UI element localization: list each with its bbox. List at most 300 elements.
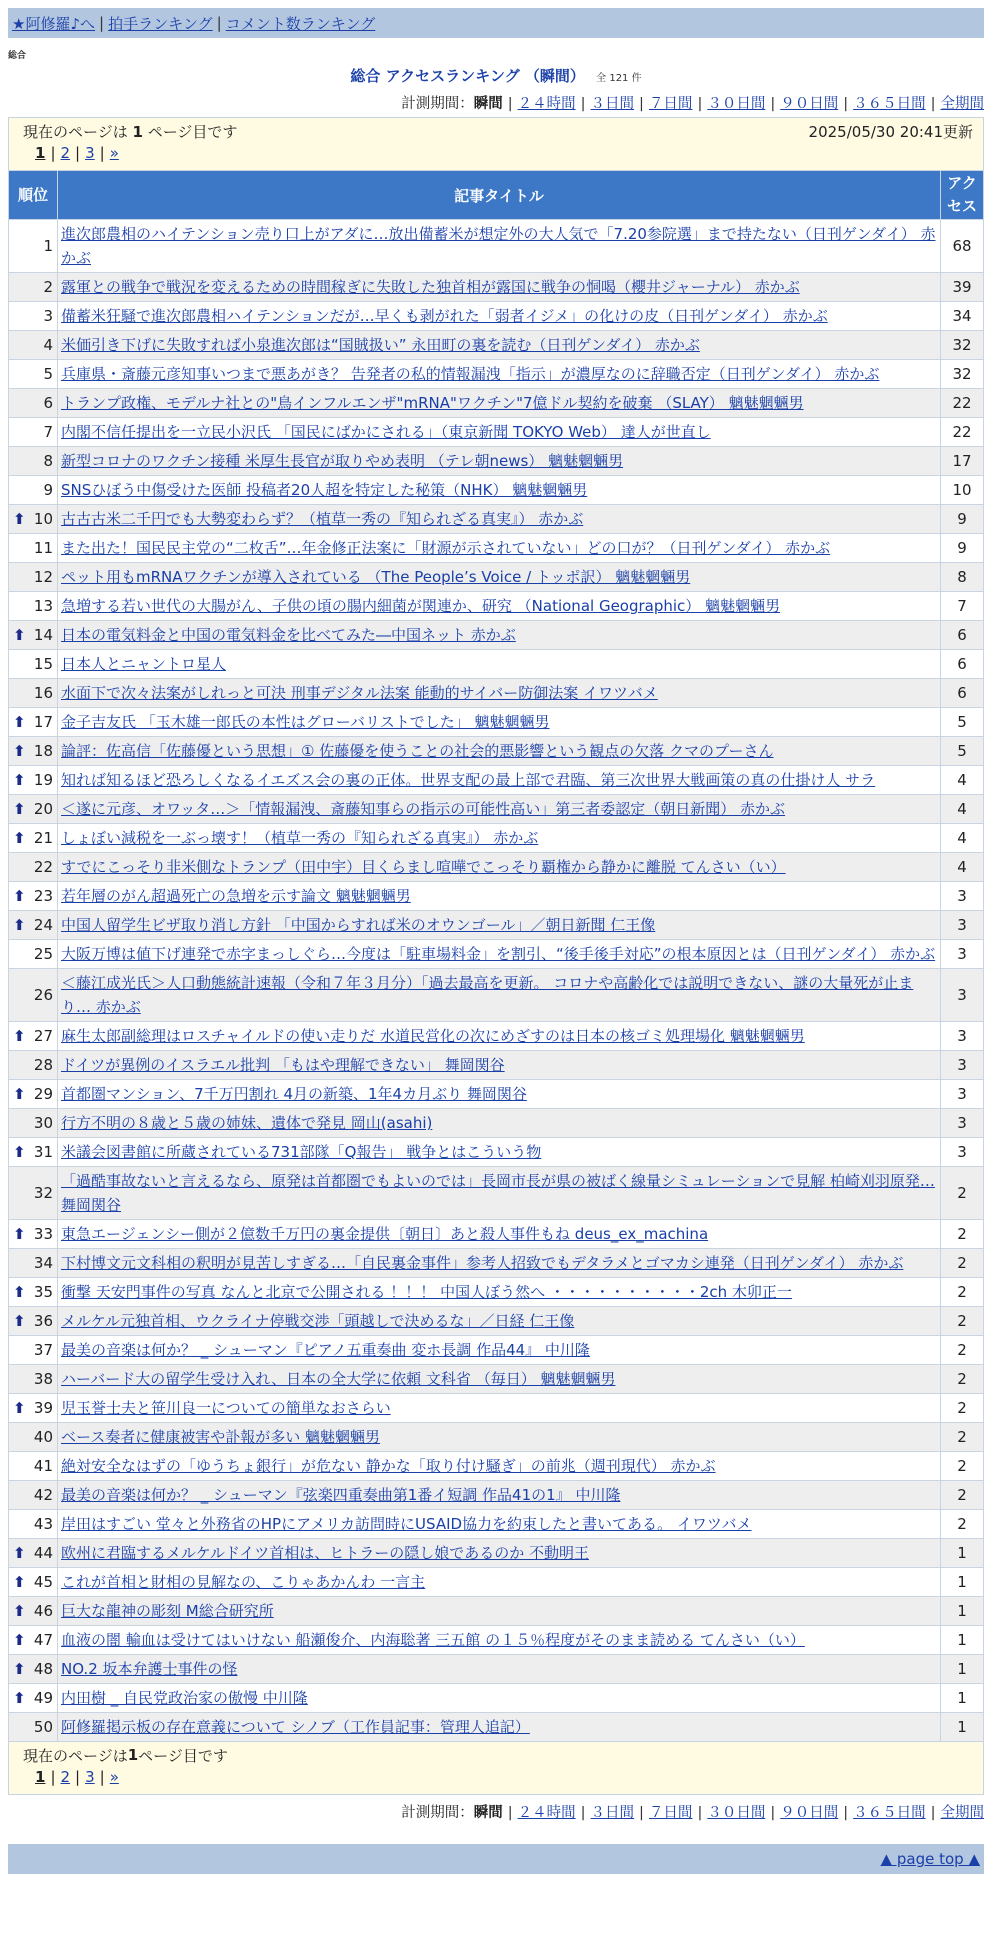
rank-number: 35: [33, 1283, 53, 1301]
up-arrow-icon: ⬆: [13, 742, 26, 760]
rank-cell: [9, 1080, 58, 1109]
rank-cell: [9, 1336, 58, 1365]
table-row: [9, 1655, 984, 1684]
rank-number: 23: [33, 887, 53, 905]
title-cell: [58, 273, 941, 302]
article-link[interactable]: 進次郎農相のハイテンション売り口上がアダに…放出備蓄米が想定外の大人気で「7.20参院選」まで持たない（日刊ゲンダイ） 赤かぶ: [61, 225, 936, 267]
table-row: [9, 1109, 984, 1138]
table-row: [9, 360, 984, 389]
table-row: [9, 1394, 984, 1423]
rank-cell: [9, 302, 58, 331]
table-row: [9, 1510, 984, 1539]
title-cell: [58, 824, 941, 853]
period-link[interactable]: ２４時間: [517, 1805, 576, 1821]
rank-cell: [9, 882, 58, 911]
rank-number: 48: [33, 1660, 53, 1678]
rank-number: 38: [33, 1370, 53, 1388]
rank-number: 40: [33, 1428, 53, 1446]
separator: |: [697, 96, 703, 112]
rank-number: 36: [33, 1312, 53, 1330]
access-count: 3: [941, 1051, 984, 1080]
separator: |: [216, 14, 222, 32]
access-count: 32: [941, 331, 984, 360]
article-link[interactable]: 知れば知るほど恐ろしくなるイエズス会の裏の正体。世界支配の最上部で君臨、第三次世界大戦画策の真の仕掛け人 サラ: [61, 771, 876, 789]
separator: |: [75, 144, 81, 162]
article-link[interactable]: 巨大な龍神の彫刻 M総合研究所: [61, 1602, 274, 1620]
table-row: [9, 766, 984, 795]
rank-number: 21: [33, 829, 53, 847]
table-row: [9, 1336, 984, 1365]
article-link[interactable]: 内田樹 _ 自民党政治家の傲慢 中川隆: [61, 1689, 308, 1707]
rank-number: 6: [43, 394, 53, 412]
article-link[interactable]: 血液の闇 輸血は受けてはいけない 船瀬俊介、内海聡著 三五館 の１５％程度がそのまま読める てんさい（い）: [61, 1631, 805, 1649]
period-link[interactable]: ３０日間: [707, 96, 766, 112]
table-row: [9, 1220, 984, 1249]
table-row: [9, 1626, 984, 1655]
up-arrow-icon: ⬆: [13, 1225, 26, 1243]
title-cell: [58, 534, 941, 563]
up-arrow-icon: ⬆: [13, 1689, 26, 1707]
article-link[interactable]: ハーバード大の留学生受け入れ、日本の全大学に依頼 文科省 （毎日） 魑魅魍魎男: [61, 1370, 616, 1388]
separator: |: [697, 1805, 703, 1821]
table-row: [9, 708, 984, 737]
page-link[interactable]: 3: [85, 1768, 95, 1786]
rank-number: 46: [33, 1602, 53, 1620]
category-label: 総合: [8, 51, 27, 61]
period-label: 計測期間：: [401, 96, 474, 112]
title-cell: [58, 737, 941, 766]
table-row: [9, 1713, 984, 1742]
article-link[interactable]: 麻生太郎副総理はロスチャイルドの使い走りだ 水道民営化の次にめざすのは日本の核ゴミ処理場化 魑魅魍魎男: [61, 1027, 805, 1045]
page-link[interactable]: »: [109, 144, 119, 162]
period-link[interactable]: ３日間: [590, 96, 635, 112]
access-count: 2: [941, 1394, 984, 1423]
article-link[interactable]: 金子吉友氏 「玉木雄一郎氏の本性はグローバリストでした」 魑魅魍魎男: [61, 713, 550, 731]
article-link[interactable]: 中国人留学生ビザ取り消し方針 「中国からすれば米のオウンゴール」／朝日新聞 仁王像: [61, 916, 656, 934]
access-count: 2: [941, 1167, 984, 1220]
page-top-link[interactable]: ▲ page top ▲: [880, 1850, 980, 1868]
article-link[interactable]: NO.2 坂本弁護士事件の怪: [61, 1660, 238, 1678]
header-rank: 順位: [9, 171, 58, 220]
period-link[interactable]: ３６５日間: [853, 96, 926, 112]
period-link[interactable]: ７日間: [648, 1805, 693, 1821]
rank-number: 45: [33, 1573, 53, 1591]
rank-cell: [9, 1539, 58, 1568]
article-link[interactable]: 急増する若い世代の大腸がん、子供の頃の腸内細菌が関連か、研究 （National Geographic） 魑魅魍魎男: [61, 597, 781, 615]
rank-number: 41: [33, 1457, 53, 1475]
rank-number: 16: [33, 684, 53, 702]
access-count: 4: [941, 853, 984, 882]
article-link[interactable]: 水面下で次々法案がしれっと可決 刑事デジタル法案 能動的サイバー防御法案 イワツバメ: [61, 684, 658, 702]
up-arrow-icon: ⬆: [13, 1143, 26, 1161]
article-link[interactable]: ドイツが異例のイスラエル批判 「もはや理解できない」 舞岡関谷: [61, 1056, 505, 1074]
page-link-current: 1: [35, 1768, 46, 1786]
rank-cell: [9, 360, 58, 389]
up-arrow-icon: ⬆: [13, 1085, 26, 1103]
article-link[interactable]: SNSひぼう中傷受けた医師 投稿者20人超を特定した秘策（NHK） 魑魅魍魎男: [61, 481, 588, 499]
article-link[interactable]: 備蓄米狂騒で進次郎農相ハイテンションだが…早くも剥がれた「弱者イジメ」の化けの皮（日刊ゲンダイ） 赤かぶ: [61, 307, 828, 325]
access-count: 4: [941, 824, 984, 853]
article-link[interactable]: ペット用もmRNAワクチンが導入されている （The People’s Voice / トッポ訳） 魑魅魍魎男: [61, 568, 691, 586]
access-count: 1: [941, 1539, 984, 1568]
table-row: [9, 273, 984, 302]
title-cell: [58, 650, 941, 679]
rank-cell: [9, 1655, 58, 1684]
rank-cell: [9, 708, 58, 737]
title-cell: [58, 331, 941, 360]
rank-number: 19: [33, 771, 53, 789]
rank-number: 44: [33, 1544, 53, 1562]
article-link[interactable]: すでにこっそり非米側なトランプ（田中宇）目くらまし喧嘩でこっそり覇権から静かに離脱 てんさい（い）: [61, 858, 786, 876]
up-arrow-icon: ⬆: [13, 800, 26, 818]
separator: |: [507, 96, 513, 112]
article-link[interactable]: 児玉誉士夫と笹川良一についての簡単なおさらい: [61, 1399, 391, 1417]
article-link[interactable]: トランプ政権、モデルナ社との"鳥インフルエンザ"mRNA"ワクチン"7億ドル契約を破棄 （SLAY） 魑魅魍魎男: [61, 394, 804, 412]
access-count: 8: [941, 563, 984, 592]
separator: |: [770, 96, 776, 112]
period-link[interactable]: ３０日間: [707, 1805, 766, 1821]
table-row: [9, 302, 984, 331]
rank-number: 10: [33, 510, 53, 528]
title-cell: [58, 1713, 941, 1742]
rank-number: 18: [33, 742, 53, 760]
rank-cell: [9, 1278, 58, 1307]
access-count: 3: [941, 1138, 984, 1167]
title-cell: [58, 1394, 941, 1423]
ranking-title: [0, 65, 992, 86]
access-count: 1: [941, 1713, 984, 1742]
separator: |: [930, 96, 936, 112]
separator: |: [50, 144, 56, 162]
table-row: [9, 505, 984, 534]
up-arrow-icon: ⬆: [13, 887, 26, 905]
article-link[interactable]: 最美の音楽は何か？ _ シューマン『ピアノ五重奏曲 変ホ長調 作品44』 中川隆: [61, 1341, 590, 1359]
separator: |: [99, 14, 105, 32]
period-link[interactable]: 全期間: [940, 1805, 984, 1821]
rank-number: 1: [43, 237, 53, 255]
article-link[interactable]: 内閣不信任提出を一立民小沢氏 「国民にばかにされる」（東京新聞 TOKYO Web） 達人が世直し: [61, 423, 711, 441]
rank-cell: [9, 1307, 58, 1336]
article-link[interactable]: 「過酷事故ないと言えるなら、原発は首都圏でもよいのでは」長岡市長が県の被ばく線量シミュレーションで見解 柏崎刈羽原発… 舞岡関谷: [61, 1172, 935, 1214]
title-cell: [58, 360, 941, 389]
article-link[interactable]: 絶対安全なはずの「ゆうちょ銀行」が危ない 静かな「取り付け騒ぎ」の前兆（週刊現代） 赤かぶ: [61, 1457, 716, 1475]
pagination-top: [8, 117, 984, 170]
separator: |: [50, 1768, 56, 1786]
separator: |: [75, 1768, 81, 1786]
rank-cell: [9, 476, 58, 505]
title-cell: [58, 940, 941, 969]
separator: |: [770, 1805, 776, 1821]
access-count: 34: [941, 302, 984, 331]
rank-cell: [9, 1626, 58, 1655]
rank-cell: [9, 1510, 58, 1539]
rank-cell: [9, 1452, 58, 1481]
title-cell: [58, 766, 941, 795]
table-row: [9, 940, 984, 969]
separator: |: [639, 1805, 644, 1821]
title-cell: [58, 1336, 941, 1365]
title-cell: [58, 1307, 941, 1336]
article-link[interactable]: 古古古米二千円でも大勢変わらず？（植草一秀の『知られざる真実』） 赤かぶ: [61, 510, 584, 528]
table-row: [9, 1307, 984, 1336]
title-cell: [58, 1080, 941, 1109]
access-count: 4: [941, 795, 984, 824]
period-link[interactable]: ９０日間: [780, 1805, 839, 1821]
table-row: [9, 1138, 984, 1167]
rank-number: 37: [33, 1341, 53, 1359]
table-row: [9, 882, 984, 911]
rank-cell: [9, 1713, 58, 1742]
title-cell: [58, 505, 941, 534]
title-cell: [58, 1655, 941, 1684]
title-cell: [58, 1365, 941, 1394]
title-cell: [58, 621, 941, 650]
page-link[interactable]: »: [109, 1768, 119, 1786]
separator: |: [580, 96, 586, 112]
rank-number: 29: [33, 1085, 53, 1103]
article-link[interactable]: 首都圏マンション、7千万円割れ 4月の新築、1年4カ月ぶり 舞岡関谷: [61, 1085, 527, 1103]
title-cell: [58, 1138, 941, 1167]
rank-cell: [9, 1423, 58, 1452]
table-row: [9, 563, 984, 592]
table-row: [9, 476, 984, 505]
up-arrow-icon: ⬆: [13, 626, 26, 644]
period-link[interactable]: ７日間: [648, 96, 693, 112]
article-link[interactable]: 最美の音楽は何か？ _ シューマン『弦楽四重奏曲第1番イ短調 作品41の1』 中川隆: [61, 1486, 621, 1504]
bottom-bar: [8, 1844, 984, 1874]
access-count: 2: [941, 1423, 984, 1452]
article-link[interactable]: 論評：佐高信「佐藤優という思想」① 佐藤優を使うことの社会的悪影響という観点の欠落 クマのプーさん: [61, 742, 774, 760]
rank-cell: [9, 1109, 58, 1138]
rank-number: 42: [33, 1486, 53, 1504]
article-link[interactable]: 東急エージェンシー側が２億数千万円の裏金提供〔朝日〕あと殺人事件もね deus_ex_machina: [61, 1225, 709, 1243]
rank-cell: [9, 1138, 58, 1167]
access-count: 2: [941, 1510, 984, 1539]
rank-number: 33: [33, 1225, 53, 1243]
title-cell: [58, 1510, 941, 1539]
title-cell: [58, 1109, 941, 1138]
access-count: 3: [941, 940, 984, 969]
article-link[interactable]: 欧州に君臨するメルケルドイツ首相は、ヒトラーの隠し娘であるのか 不動明王: [61, 1544, 589, 1562]
article-link[interactable]: 若年層のがん超過死亡の急増を示す論文 魑魅魍魎男: [61, 887, 411, 905]
rank-number: 20: [33, 800, 53, 818]
up-arrow-icon: ⬆: [13, 829, 26, 847]
access-count: 17: [941, 447, 984, 476]
table-row: [9, 1365, 984, 1394]
table-row: [9, 1249, 984, 1278]
article-link[interactable]: 露軍との戦争で戦況を変えるための時間稼ぎに失敗した独首相が露国に戦争の恫喝（櫻井ジャーナル） 赤かぶ: [61, 278, 800, 296]
article-link[interactable]: 行方不明の８歳と５歳の姉妹、遺体で発見 岡山(asahi): [61, 1114, 433, 1132]
up-arrow-icon: ⬆: [13, 916, 26, 934]
separator: |: [639, 96, 644, 112]
access-count: 1: [941, 1655, 984, 1684]
rank-cell: [9, 679, 58, 708]
header-title: 記事タイトル: [58, 171, 941, 220]
page-links: [23, 1766, 973, 1788]
table-row: [9, 534, 984, 563]
access-count: 7: [941, 592, 984, 621]
period-link[interactable]: ３６５日間: [853, 1805, 926, 1821]
up-arrow-icon: ⬆: [13, 510, 26, 528]
up-arrow-icon: ⬆: [13, 1312, 26, 1330]
home-link[interactable]: ★阿修羅♪へ: [12, 14, 96, 33]
article-link[interactable]: また出た！国民民主党の“二枚舌”…年金修正法案に「財源が示されていない」どの口が？（日刊ゲンダイ） 赤かぶ: [61, 539, 831, 557]
table-row: [9, 1568, 984, 1597]
table-row: [9, 795, 984, 824]
article-link[interactable]: しょぼい減税を一ぶっ壊す！（植草一秀の『知られざる真実』） 赤かぶ: [61, 829, 539, 847]
table-row: [9, 1278, 984, 1307]
article-link[interactable]: 新型コロナのワクチン接種 米厚生長官が取りやめ表明 （テレ朝news） 魑魅魍魎男: [61, 452, 624, 470]
title-cell: [58, 1249, 941, 1278]
access-count: 3: [941, 882, 984, 911]
last-updated: 2025/05/30 20:41更新: [808, 122, 973, 141]
table-row: [9, 220, 984, 273]
title-cell: [58, 1626, 941, 1655]
page-link[interactable]: 2: [60, 144, 71, 162]
article-link[interactable]: 日本人とニャントロ星人: [61, 655, 227, 673]
separator: |: [843, 1805, 849, 1821]
article-link[interactable]: ベース奏者に健康被害や訃報が多い 魑魅魍魎男: [61, 1428, 381, 1446]
rank-cell: [9, 1684, 58, 1713]
title-cell: [58, 1452, 941, 1481]
period-link[interactable]: ３日間: [590, 1805, 635, 1821]
access-count: 3: [941, 911, 984, 940]
rank-cell: [9, 592, 58, 621]
access-count: 3: [941, 969, 984, 1022]
article-link[interactable]: 兵庫県・斎藤元彦知事いつまで悪あがき？ 告発者の私的情報漏洩「指示」が濃厚なのに辞職否定（日刊ゲンダイ） 赤かぶ: [61, 365, 880, 383]
rank-number: 34: [33, 1254, 53, 1272]
table-row: [9, 824, 984, 853]
table-row: [9, 621, 984, 650]
title-cell: [58, 1684, 941, 1713]
table-row: [9, 1423, 984, 1452]
up-arrow-icon: ⬆: [13, 1283, 26, 1301]
access-count: 68: [941, 220, 984, 273]
title-cell: [58, 418, 941, 447]
table-row: [9, 679, 984, 708]
title-cell: [58, 708, 941, 737]
rank-number: 5: [43, 365, 53, 383]
rank-cell: [9, 911, 58, 940]
title-cell: [58, 389, 941, 418]
separator: |: [99, 1768, 105, 1786]
table-row: [9, 737, 984, 766]
article-link[interactable]: 下村博文元文科相の釈明が見苦しすぎる…「自民裏金事件」参考人招致でもデタラメとゴマカシ連発（日刊ゲンダイ） 赤かぶ: [61, 1254, 904, 1272]
rank-cell: [9, 1568, 58, 1597]
article-link[interactable]: 衝撃 天安門事件の写真 なんと北京で公開される ！！！ 中国人ぼう然へ ・・・・・・・・・・2ch 木卯正一: [61, 1283, 792, 1301]
title-cell: [58, 1539, 941, 1568]
title-cell: [58, 1051, 941, 1080]
table-row: [9, 1684, 984, 1713]
access-count: 1: [941, 1626, 984, 1655]
table-row: [9, 1539, 984, 1568]
access-count: 6: [941, 679, 984, 708]
applause-ranking-link[interactable]: 拍手ランキング: [108, 14, 213, 33]
rank-number: 26: [33, 986, 53, 1004]
total-count: 全 121 件: [596, 73, 642, 84]
rank-number: 24: [33, 916, 53, 934]
period-label: 計測期間：: [401, 1805, 474, 1821]
rank-number: 14: [33, 626, 53, 644]
page-link[interactable]: 2: [60, 1768, 71, 1786]
article-link[interactable]: 日本の電気料金と中国の電気料金を比べてみた―中国ネット 赤かぶ: [61, 626, 516, 644]
table-row: [9, 1597, 984, 1626]
access-count: 5: [941, 708, 984, 737]
title-cell: [58, 302, 941, 331]
period-link[interactable]: ９０日間: [780, 96, 839, 112]
period-current: 瞬間: [473, 96, 503, 112]
rank-cell: [9, 1051, 58, 1080]
comment-ranking-link[interactable]: コメント数ランキング: [225, 14, 376, 33]
rank-cell: [9, 1167, 58, 1220]
rank-cell: [9, 737, 58, 766]
title-cell: [58, 563, 941, 592]
access-count: 3: [941, 1080, 984, 1109]
up-arrow-icon: ⬆: [13, 1631, 26, 1649]
access-count: 9: [941, 505, 984, 534]
article-link[interactable]: 米議会図書館に所蔵されている731部隊「Q報告」 戦争とはこういう物: [61, 1143, 542, 1161]
rank-number: 49: [33, 1689, 53, 1707]
separator: |: [507, 1805, 513, 1821]
access-count: 22: [941, 418, 984, 447]
table-row: [9, 1452, 984, 1481]
period-current: 瞬間: [473, 1805, 503, 1821]
rank-number: 12: [33, 568, 53, 586]
rank-cell: [9, 650, 58, 679]
title-cell: [58, 853, 941, 882]
rank-cell: [9, 1365, 58, 1394]
table-row: [9, 418, 984, 447]
rank-number: 27: [33, 1027, 53, 1045]
rank-cell: [9, 621, 58, 650]
up-arrow-icon: ⬆: [13, 1602, 26, 1620]
title-cell: [58, 1167, 941, 1220]
period-link[interactable]: ２４時間: [517, 96, 576, 112]
table-row: [9, 447, 984, 476]
article-link[interactable]: メルケル元独首相、ウクライナ停戦交渉「頭越しで決めるな」／日経 仁王像: [61, 1312, 575, 1330]
table-row: [9, 911, 984, 940]
rank-number: 25: [33, 945, 53, 963]
article-link[interactable]: これが首相と財相の見解なの、こりゃあかんわ 一言主: [61, 1573, 426, 1591]
title-cell: [58, 447, 941, 476]
access-count: 39: [941, 273, 984, 302]
rank-number: 28: [33, 1056, 53, 1074]
access-count: 2: [941, 1365, 984, 1394]
up-arrow-icon: ⬆: [13, 1399, 26, 1417]
rank-number: 47: [33, 1631, 53, 1649]
article-link[interactable]: 阿修羅掲示板の存在意義について シノブ（工作員記事：管理人追記）: [61, 1718, 530, 1736]
separator: |: [843, 96, 849, 112]
rank-number: 17: [33, 713, 53, 731]
table-row: [9, 592, 984, 621]
rank-cell: [9, 534, 58, 563]
rank-cell: [9, 1597, 58, 1626]
up-arrow-icon: ⬆: [13, 1544, 26, 1562]
access-count: 4: [941, 766, 984, 795]
period-selector-bottom: [0, 1801, 984, 1822]
rank-number: 15: [33, 655, 53, 673]
article-link[interactable]: 大阪万博は値下げ連発で赤字まっしぐら…今度は「駐車場料金」を割引、“後手後手対応”の根本原因とは（日刊ゲンダイ） 赤かぶ: [61, 945, 936, 963]
page-link[interactable]: 3: [85, 144, 95, 162]
article-link[interactable]: ＜遂に元彦、オワッタ…＞「情報漏洩、斎藤知事らの指示の可能性高い」第三者委認定（朝日新聞） 赤かぶ: [61, 800, 786, 818]
article-link[interactable]: ＜藤江成光氏＞人口動態統計速報（令和７年３月分）「過去最高を更新。 コロナや高齢化では説明できない、謎の大量死が止まり… 赤かぶ: [61, 974, 914, 1016]
pagination-bottom: [8, 1742, 984, 1795]
period-selector-top: [0, 92, 984, 113]
article-link[interactable]: 岸田はすごい 堂々と外務省のHPにアメリカ訪問時にUSAID協力を約束したと書いてある。 イワツバメ: [61, 1515, 752, 1533]
article-link[interactable]: 米価引き下げに失敗すれば小泉進次郎は“国賊扱い” 永田町の裏を読む（日刊ゲンダイ） 赤かぶ: [61, 336, 700, 354]
period-link[interactable]: 全期間: [940, 96, 984, 112]
access-count: 6: [941, 650, 984, 679]
